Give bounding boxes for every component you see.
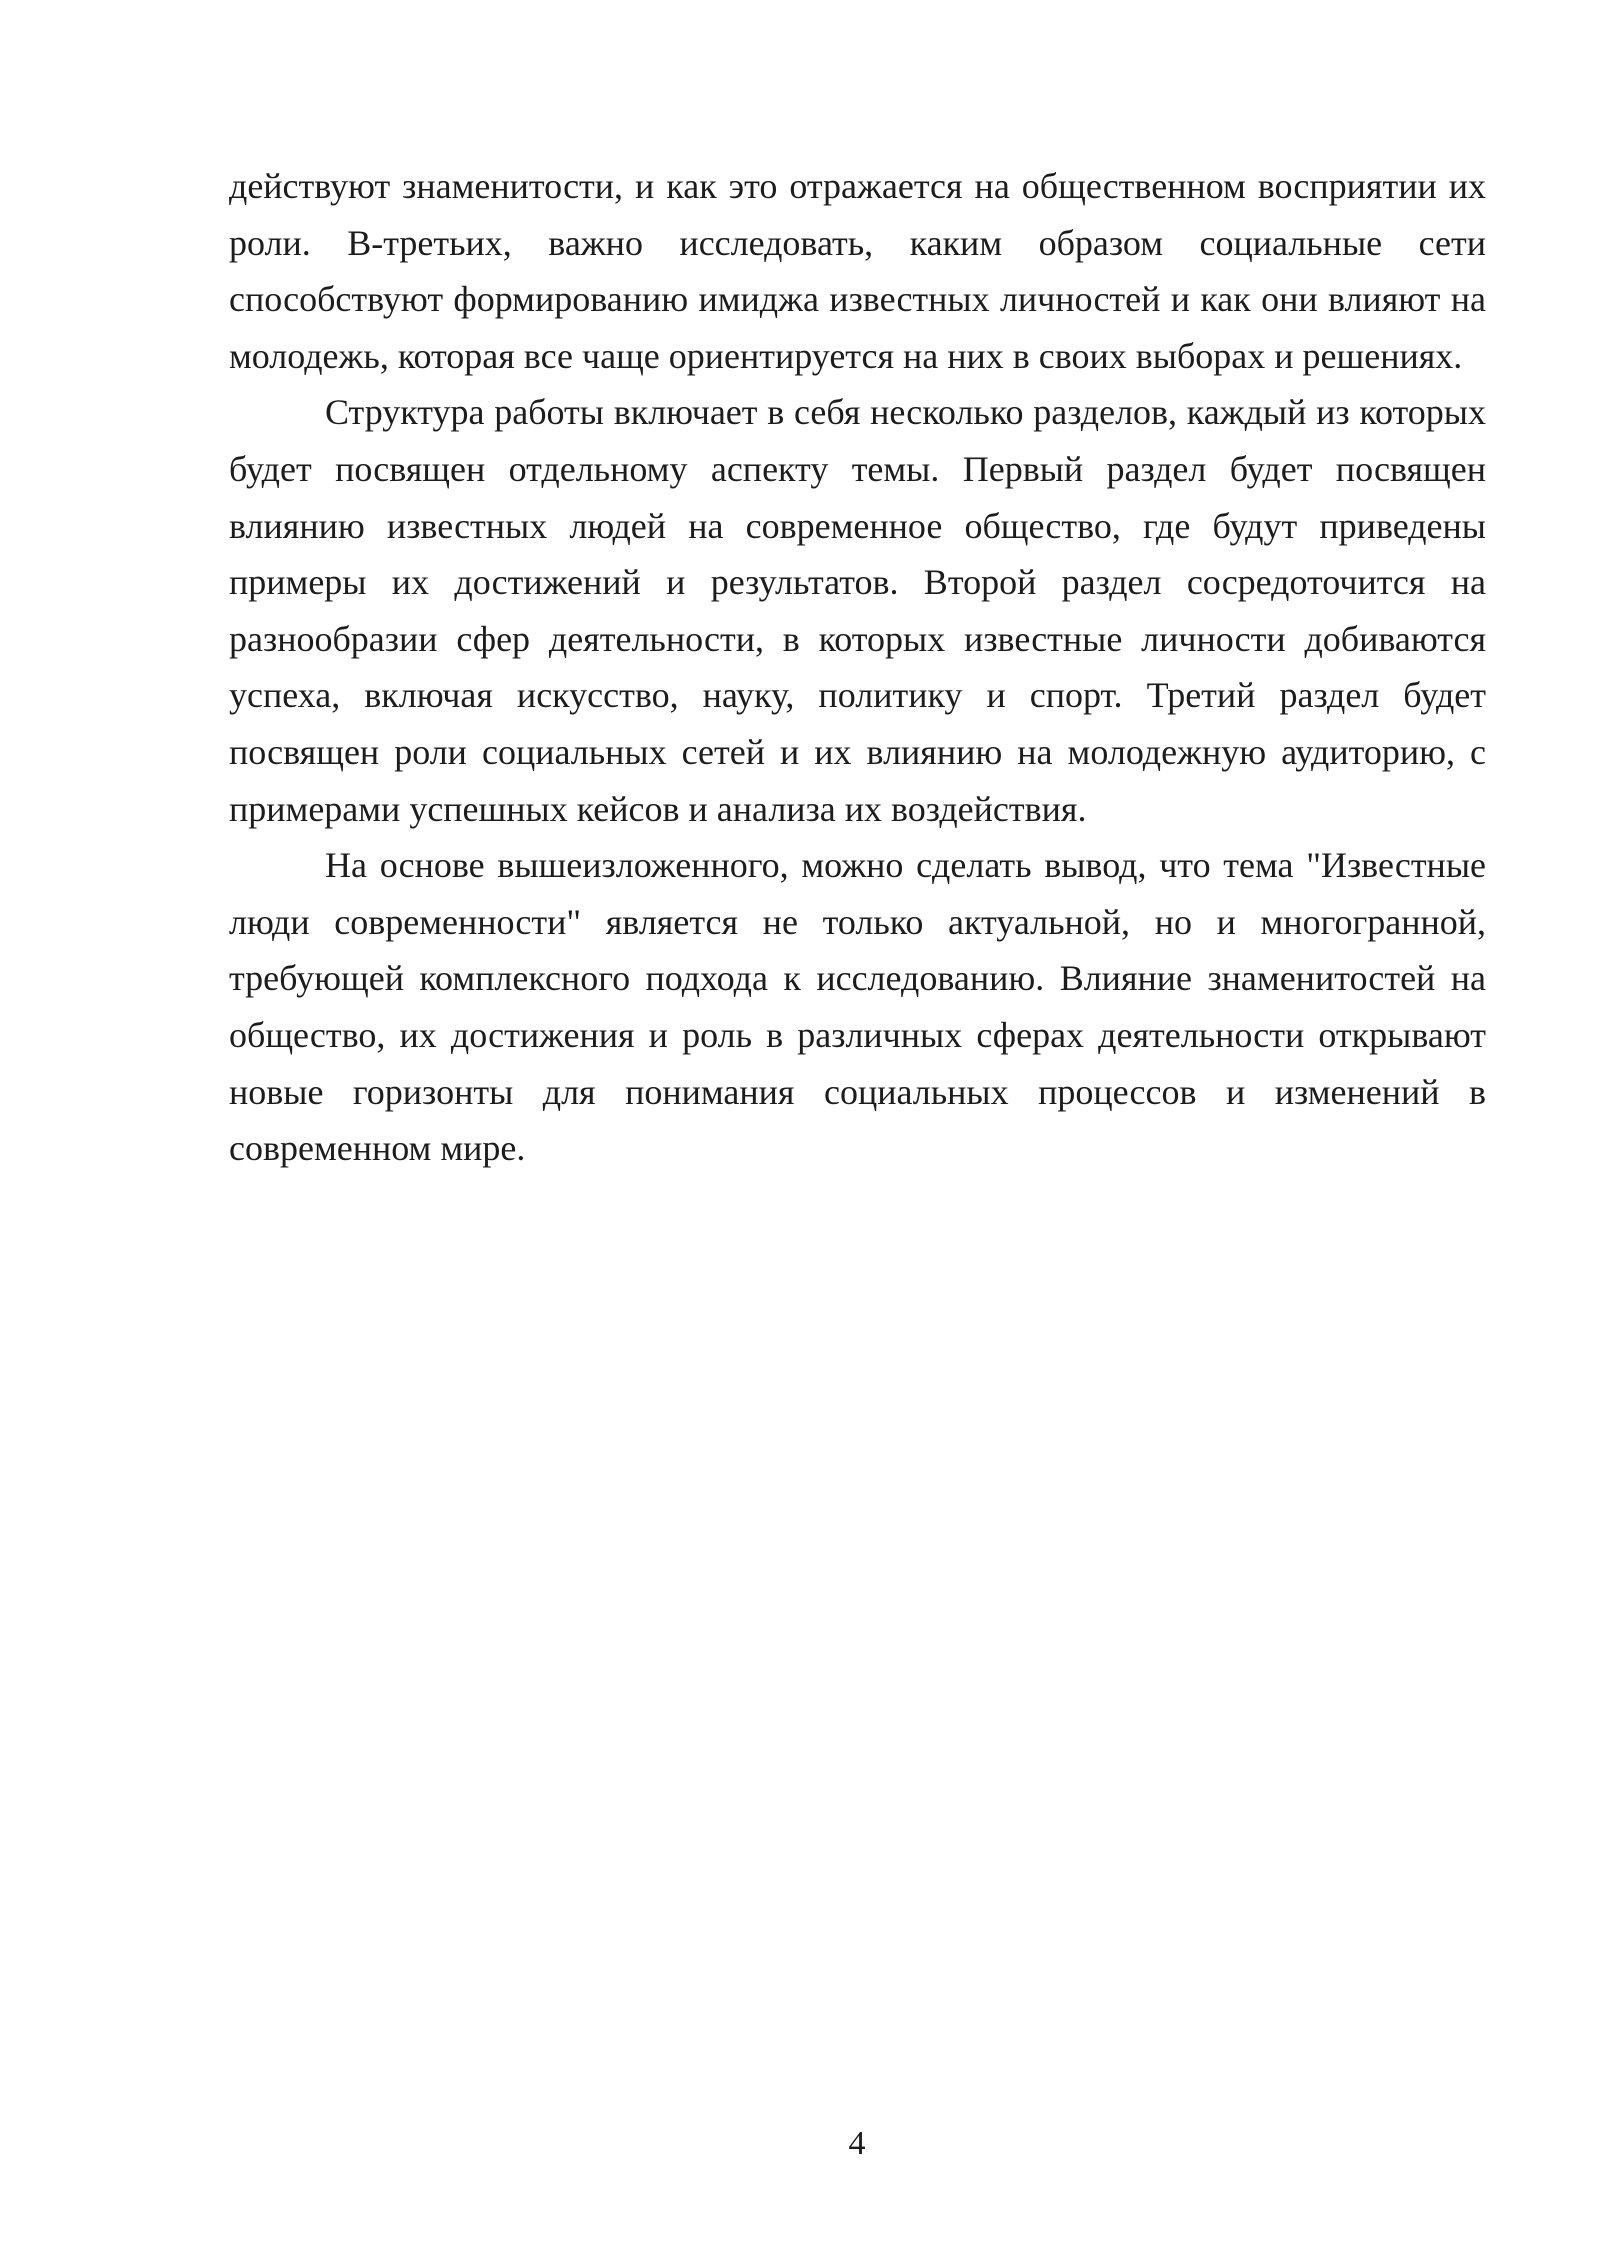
body-text xyxy=(229,158,1486,1177)
page-number: 4 xyxy=(848,2125,866,2162)
paragraph-continued: действуют знаменитости, и как это отражается на общественном восприятии их роли. В-третьих, важно исследовать, каким образом социальные сети способствуют формированию имиджа известных личностей и как они влияют на молодежь, которая все чаще ориентируется на них в своих выборах и решениях. xyxy=(229,166,1486,376)
paragraph-conclusion: На основе вышеизложенного, можно сделать вывод, что тема "Известные люди современности" является не только актуальной, но и многогранной, требующей комплексного подхода к исследованию. Влияние знаменитостей на общество, их достижения и роль в различных сферах деятельности открывают новые горизонты для понимания социальных процессов и изменений в современном мире. xyxy=(229,845,1486,1169)
paragraph-structure: Структура работы включает в себя несколько разделов, каждый из которых будет посвящен отдельному аспекту темы. Первый раздел будет посвящен влиянию известных людей на современное общество, где будут приведены примеры их достижений и результатов. Второй раздел сосредоточится на разнообразии сфер деятельности, в которых известные личности добиваются успеха, включая искусство, науку, политику и спорт. Третий раздел будет посвящен роли социальных сетей и их влиянию на молодежную аудиторию, с примерами успешных кейсов и анализа их воздействия. xyxy=(229,392,1486,829)
